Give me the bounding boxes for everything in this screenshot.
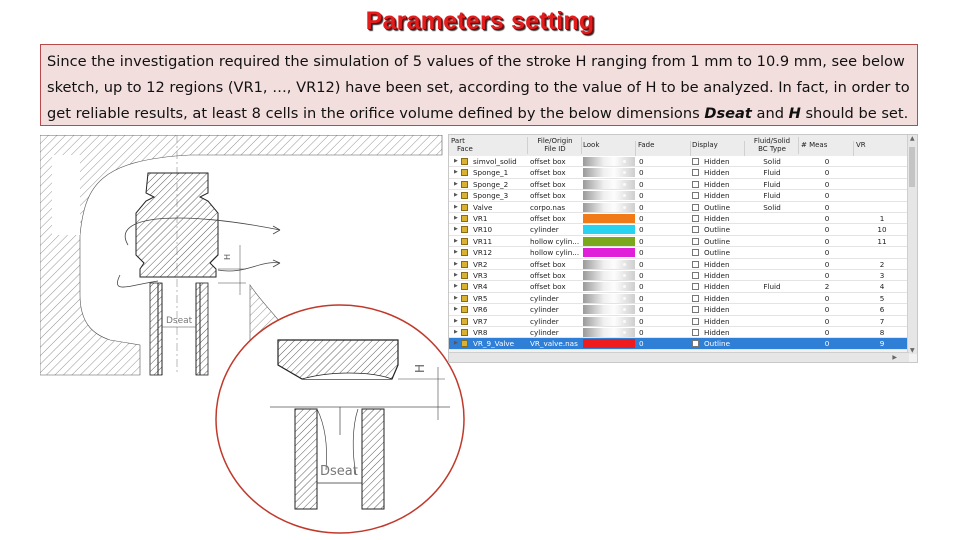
sketch-label-h-large: H [413,363,427,373]
cell-vr [856,156,908,167]
cell-look-swatch[interactable] [583,294,635,303]
header-fade: Fade [638,141,691,158]
cell-file: corpo.nas [530,202,566,212]
parts-table[interactable] [448,134,918,363]
sketch-label-h-small: H [223,253,232,260]
scrollbar-thumb[interactable] [909,147,915,187]
cell-fade: 0 [639,179,644,189]
expand-arrow-icon[interactable]: ▶ [454,294,458,301]
table-row[interactable] [449,179,909,190]
cell-fade: 0 [639,191,644,201]
cell-part: Sponge_2 [473,179,509,189]
cell-file: offset box [530,179,566,189]
cell-display: Hidden [704,305,730,315]
cell-meas: 0 [824,271,830,280]
cell-fade: 0 [639,214,644,223]
cell-vr [856,167,908,178]
table-row[interactable] [449,202,909,213]
table-row[interactable] [449,213,909,224]
cell-meas: 0 [824,202,830,212]
display-checkbox[interactable] [692,306,699,313]
cell-fluid-solid [746,316,798,327]
cell-display: Hidden [704,271,730,280]
display-checkbox[interactable] [692,283,699,290]
cell-fade: 0 [639,236,644,246]
part-icon [461,261,468,268]
display-checkbox[interactable] [692,204,699,211]
cell-display: Hidden [704,168,730,178]
cell-part: VR4 [473,282,488,292]
expand-arrow-icon[interactable]: ▶ [454,237,458,244]
cell-vr: 3 [879,271,885,280]
cell-file: VR_valve.nas [530,339,578,349]
header-vr: VR [856,141,866,149]
cell-vr [856,179,908,190]
cell-look-swatch[interactable] [583,203,635,212]
cell-vr: 10 [877,225,887,235]
cell-fade: 0 [639,282,644,292]
header-file-origin: File/Origin [537,137,573,145]
cell-fade: 0 [639,157,644,166]
display-checkbox[interactable] [692,261,699,268]
cell-look-swatch[interactable] [583,180,635,189]
cell-look-swatch[interactable] [583,191,635,200]
cell-fluid-solid: Solid [763,157,781,166]
display-checkbox[interactable] [692,249,699,256]
cell-meas: 0 [824,339,830,349]
part-icon [461,340,468,347]
table-row[interactable] [449,338,909,349]
horizontal-scrollbar[interactable] [449,352,909,362]
cell-fluid-solid [746,270,798,281]
part-icon [461,169,468,176]
part-icon [461,329,468,336]
cell-fluid-solid: Fluid [763,179,781,189]
part-icon [461,238,468,245]
cell-file: offset box [530,259,566,269]
cell-meas: 0 [824,179,830,189]
slide-title: Parameters setting [365,7,595,35]
cell-part: VR5 [473,293,488,303]
part-icon [461,283,468,290]
cell-look-swatch[interactable] [583,271,635,280]
cell-display: Hidden [704,328,730,337]
cell-fade: 0 [639,328,644,337]
cell-meas: 0 [824,191,830,201]
cell-part: VR2 [473,259,488,269]
cell-vr: 5 [879,293,885,303]
cell-meas: 0 [824,316,830,326]
cell-vr: 11 [877,236,887,246]
table-row[interactable] [449,304,909,315]
table-row[interactable] [449,259,909,270]
expand-arrow-icon[interactable]: ▶ [454,260,458,267]
description-text-2: and [751,105,789,122]
table-row[interactable] [449,316,909,327]
cell-part: VR1 [473,214,488,223]
expand-arrow-icon[interactable]: ▶ [454,283,458,290]
cell-fluid-solid [746,247,798,258]
cell-look-swatch[interactable] [583,168,635,177]
cell-fluid-solid [746,224,798,235]
cell-fluid-solid [746,327,798,338]
cell-part: VR3 [473,271,488,280]
header-display: Display [692,141,745,158]
cell-vr [856,202,908,213]
expand-arrow-icon[interactable]: ▶ [454,215,458,221]
expand-arrow-icon[interactable]: ▶ [454,249,458,256]
cell-meas: 0 [824,157,830,166]
cell-meas: 0 [824,259,830,269]
cell-display: Hidden [704,191,730,201]
expand-arrow-icon[interactable]: ▶ [454,192,458,199]
expand-arrow-icon[interactable]: ▶ [454,272,458,278]
header-fluid-solid: Fluid/Solid [753,137,791,145]
cell-fade: 0 [639,202,644,212]
table-row[interactable] [449,270,909,281]
cell-part: VR11 [473,236,493,246]
cell-vr: 9 [879,339,885,349]
cell-vr: 8 [879,328,885,337]
cell-fluid-solid [746,293,798,304]
cell-fluid-solid: Solid [763,202,781,212]
cell-part: VR12 [473,248,493,258]
cell-display: Outline [704,236,731,246]
expand-arrow-icon[interactable]: ▶ [454,317,458,324]
cell-file: offset box [530,168,566,178]
vertical-scrollbar[interactable] [907,135,917,354]
part-icon [461,249,468,256]
cell-file: hollow cylin... [530,236,580,246]
cell-part: Valve [473,202,493,212]
expand-arrow-icon[interactable]: ▶ [454,329,458,335]
cell-vr [856,247,908,258]
cell-meas: 0 [824,168,830,178]
cell-display: Outline [704,339,731,349]
cell-meas: 0 [824,328,830,337]
cell-fluid-solid [746,338,798,349]
table-row[interactable] [449,190,909,201]
table-row[interactable] [449,281,909,292]
cell-fade: 0 [639,293,644,303]
display-checkbox[interactable] [692,215,699,222]
cell-fluid-solid: Fluid [763,168,781,178]
cell-file: cylinder [530,305,559,315]
header-face: Face [457,145,473,153]
cell-file: offset box [530,282,566,292]
display-checkbox[interactable] [692,238,699,245]
cell-look-swatch[interactable] [583,157,635,166]
part-icon [461,215,468,222]
cell-meas: 0 [824,225,830,235]
cell-look-swatch[interactable] [583,214,635,223]
part-icon [461,192,468,199]
cell-fade: 0 [639,316,644,326]
cell-look-swatch[interactable] [583,237,635,246]
cell-file: offset box [530,271,566,280]
header-bc-type: BC Type [758,145,786,153]
scroll-right-icon[interactable]: ▶ [892,354,897,361]
part-icon [461,181,468,188]
header-meas: # Meas [801,141,854,158]
description-text-1: Since the investigation required the simulation of 5 values of the stroke H ranging from 1 mm to 10.9 mm, see below sketch, up to 12 regions (VR1, …, VR12) have been set, according to the value of H to be analyzed. In fact, in order to get reliable results, at least 8 cells in the orifice volume defined by the below dimensions [47,53,910,122]
display-checkbox[interactable] [692,272,699,279]
table-row[interactable] [449,247,909,258]
cell-display: Hidden [704,316,730,326]
cell-display: Outline [704,248,731,258]
expand-arrow-icon[interactable]: ▶ [454,226,458,233]
cell-fluid-solid [746,304,798,315]
expand-arrow-icon[interactable]: ▶ [454,203,458,210]
table-row[interactable] [449,293,909,304]
cell-look-swatch[interactable] [583,282,635,291]
cell-fade: 0 [639,271,644,280]
cell-fade: 0 [639,168,644,178]
cell-part: VR7 [473,316,488,326]
cell-fade: 0 [639,305,644,315]
expand-arrow-icon[interactable]: ▶ [454,306,458,313]
cell-part: simvol_solid [473,157,517,166]
table-row[interactable] [449,236,909,247]
scroll-up-icon[interactable]: ▲ [910,135,915,142]
cell-display: Outline [704,202,731,212]
description-box [40,44,918,126]
part-icon [461,204,468,211]
part-icon [461,295,468,302]
cell-vr: 2 [879,259,885,269]
description-bold-h: H [788,105,801,122]
cell-part: VR_9_Valve [473,339,515,349]
cell-vr: 7 [879,316,885,326]
cell-vr: 4 [879,282,885,292]
sketch-label-dseat-large: Dseat [320,464,358,479]
table-header [449,135,909,157]
table-row[interactable] [449,156,909,167]
cell-file: cylinder [530,328,559,337]
display-checkbox[interactable] [692,329,699,336]
cell-look-swatch[interactable] [583,339,635,348]
display-checkbox[interactable] [692,226,699,233]
cell-display: Hidden [704,282,730,292]
cell-fluid-solid: Fluid [763,191,781,201]
cell-file: cylinder [530,293,559,303]
cell-part: Sponge_3 [473,191,509,201]
part-icon [461,318,468,325]
cell-meas: 0 [824,293,830,303]
display-checkbox[interactable] [692,158,699,165]
cell-part: VR10 [473,225,493,235]
cell-look-swatch[interactable] [583,317,635,326]
display-checkbox[interactable] [692,192,699,199]
cell-file: offset box [530,157,566,166]
cell-meas: 0 [824,305,830,315]
cell-display: Hidden [704,259,730,269]
cell-fade: 0 [639,339,644,349]
cell-fluid-solid [746,213,798,224]
cell-display: Hidden [704,214,730,223]
table-row[interactable] [449,224,909,235]
cell-meas: 0 [824,236,830,246]
table-row[interactable] [449,167,909,178]
cell-fluid-solid: Fluid [763,282,781,292]
cell-fade: 0 [639,248,644,258]
cell-look-swatch[interactable] [583,225,635,234]
header-file-id: File ID [544,145,566,153]
cell-look-swatch[interactable] [583,328,635,337]
cell-part: Sponge_1 [473,168,509,178]
cell-display: Hidden [704,293,730,303]
cell-fluid-solid [746,236,798,247]
cell-part: VR6 [473,305,488,315]
expand-arrow-icon[interactable]: ▶ [454,158,458,164]
cell-part: VR8 [473,328,488,337]
part-icon [461,272,468,279]
expand-arrow-icon[interactable]: ▶ [454,340,458,347]
display-checkbox[interactable] [692,181,699,188]
cell-look-swatch[interactable] [583,248,635,257]
cell-look-swatch[interactable] [583,260,635,269]
expand-arrow-icon[interactable]: ▶ [454,180,458,187]
display-checkbox[interactable] [692,340,699,347]
display-checkbox[interactable] [692,318,699,325]
header-part: Part [451,137,465,145]
cell-look-swatch[interactable] [583,305,635,314]
cell-file: cylinder [530,225,559,235]
cell-meas: 2 [824,282,830,292]
cell-meas: 0 [824,214,830,223]
cell-meas: 0 [824,248,830,258]
scroll-down-icon[interactable]: ▼ [910,347,915,354]
expand-arrow-icon[interactable]: ▶ [454,169,458,176]
cell-fade: 0 [639,259,644,269]
cell-fade: 0 [639,225,644,235]
part-icon [461,158,468,165]
part-icon [461,226,468,233]
cell-display: Hidden [704,157,730,166]
cell-file: cylinder [530,316,559,326]
cell-file: offset box [530,191,566,201]
description-text-3: should be set. [800,105,909,122]
cell-vr: 6 [879,305,885,315]
sketch-label-dseat-small: Dseat [166,316,193,326]
cell-file: hollow cylin... [530,248,580,258]
cell-vr: 1 [879,214,885,223]
cell-display: Outline [704,225,731,235]
part-icon [461,306,468,313]
table-row[interactable] [449,327,909,338]
description-bold-dseat: Dseat [704,105,752,122]
cell-fluid-solid [746,259,798,270]
display-checkbox[interactable] [692,295,699,302]
header-look: Look [583,141,636,158]
valve-sketch [40,135,510,535]
display-checkbox[interactable] [692,169,699,176]
cell-display: Hidden [704,179,730,189]
cell-vr [856,190,908,201]
cell-file: offset box [530,214,566,223]
